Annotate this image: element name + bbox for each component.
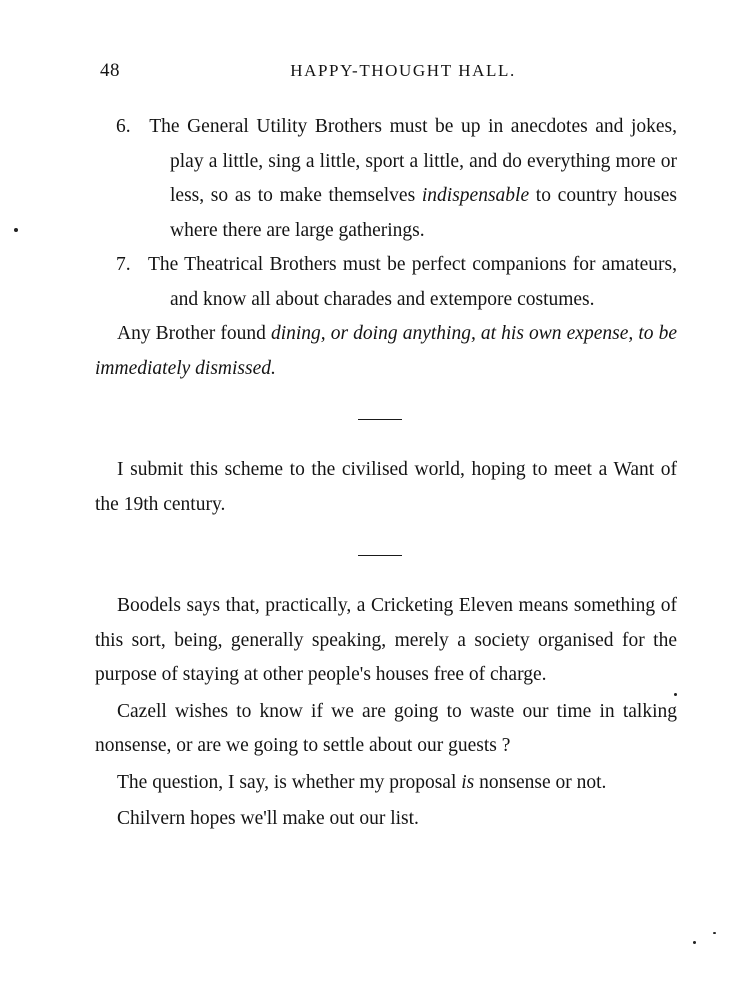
page-number: 48	[100, 60, 120, 81]
print-speck	[674, 693, 677, 696]
dismissal-emphasis: dining, or doing anything, at his own expense, to be immediately dismissed.	[95, 323, 677, 379]
running-title: HAPPY-THOUGHT HALL.	[290, 61, 516, 80]
chilvern-paragraph: Chilvern hopes we'll make out our list.	[117, 808, 419, 829]
section-separator	[358, 555, 402, 556]
rule-text: The General Utility Brothers must be up in anecdotes and jokes, play a little, sing a little, sport a little, and do everything more or less, so as to make themselves	[149, 116, 677, 206]
question-paragraph	[95, 766, 677, 801]
print-speck	[713, 932, 716, 934]
question-end: nonsense or not.	[474, 771, 607, 793]
question-emphasis: is	[461, 771, 475, 793]
boodels-paragraph: Boodels says that, practically, a Cricketing Eleven means something of this sort, being, generally speaking, merely a society organised for the purpose of staying at other people's houses free of charge.	[95, 595, 677, 685]
rule-text: The Theatrical Brothers must be perfect companions for amateurs, and know all about charades and extempore costumes.	[147, 254, 677, 310]
print-speck	[14, 228, 18, 232]
rule-item-6	[95, 110, 677, 248]
cazell-paragraph: Cazell wishes to know if we are going to waste our time in talking nonsense, or are we going to settle about our guests ?	[95, 700, 677, 756]
dismissal-paragraph	[95, 317, 677, 386]
dismissal-lead: Any Brother found	[117, 323, 271, 344]
page-body	[95, 110, 677, 837]
scheme-paragraph: I submit this scheme to the civilised world, hoping to meet a Want of the 19th century.	[95, 459, 677, 515]
rule-number: 6.	[116, 116, 131, 137]
question-lead: The question, I say, is whether my proposal	[117, 771, 462, 793]
rule-text-end: to country houses where there are large gatherings.	[170, 185, 677, 241]
rule-emphasis: indispensable	[421, 185, 530, 206]
section-separator	[358, 419, 402, 420]
rule-number: 7.	[116, 254, 131, 275]
rule-item-7	[95, 248, 677, 317]
print-speck	[693, 941, 696, 944]
page-header	[96, 60, 680, 84]
